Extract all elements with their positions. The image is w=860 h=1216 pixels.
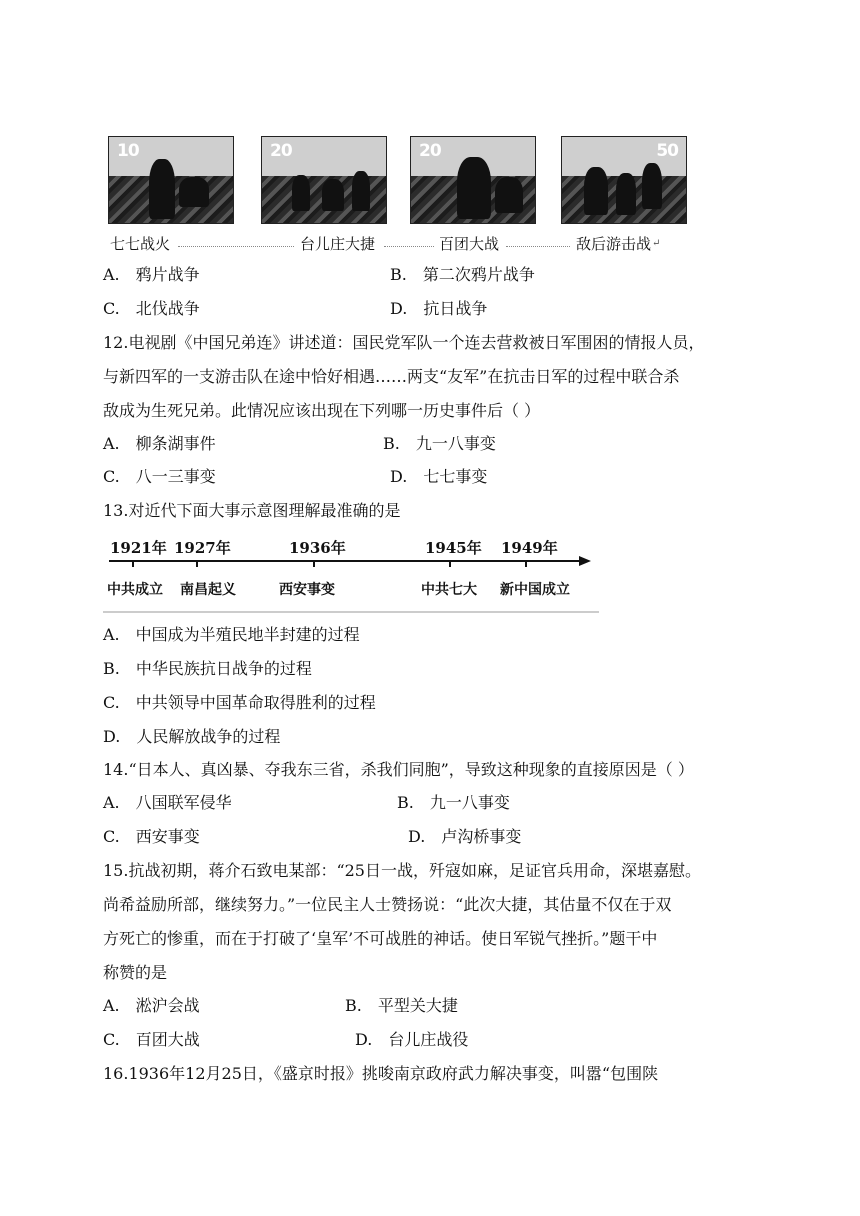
timeline-year: 1945年 [425,539,482,557]
q12-stem-line2: 与新四军的一支游击队在途中恰好相遇……两支“友军”在抗击日军的过程中联合杀 [103,367,680,386]
q15-stem-line4: 称赞的是 [103,963,168,982]
stamp-image-4 [561,136,687,224]
q11-option-a: A. 鸦片战争 [103,265,200,284]
q15-option-a: A. 淞沪会战 [103,996,200,1015]
stamp-caption-2: 台儿庄大捷 [300,235,376,253]
q12-option-d: D. 七七事变 [390,467,488,486]
paragraph-mark-icon: ↵ [652,238,661,249]
q15-stem-line3: 方死亡的惨重，而在于打破了‘皇军’不可战胜的神话。使日军锐气挫折。”题干中 [103,929,658,948]
timeline-diagram [103,531,599,613]
timeline-event: 西安事变 [279,582,335,598]
q11-option-c: C. 北伐战争 [103,299,200,318]
q15-option-b: B. 平型关大捷 [345,996,458,1015]
q11-option-b: B. 第二次鸦片战争 [390,265,535,284]
timeline-event: 中共七大 [421,582,477,598]
stamp-value: 20 [419,141,441,161]
stamp-image-2 [261,136,387,224]
q13-option-c: C. 中共领导中国革命取得胜利的过程 [103,693,376,712]
dotted-leader [506,246,570,247]
timeline-event: 南昌起义 [180,582,236,598]
timeline-year: 1949年 [501,539,558,557]
q12-option-b: B. 九一八事变 [383,434,496,453]
stamp-caption-3: 百团大战 [439,235,500,253]
stamp-caption-4: 敌后游击战 [576,235,652,253]
q12-option-a: A. 柳条湖事件 [103,434,216,453]
q14-option-a: A. 八国联军侵华 [103,793,232,812]
stamp-value: 10 [117,141,139,161]
q16-stem-line1: 16.1936年12月25日，《盛京时报》挑唆南京政府武力解决事变，叫嚣“包围陕 [103,1064,659,1083]
stamp-caption-1: 七七战火 [110,235,171,253]
q13-stem: 13.对近代下面大事示意图理解最准确的是 [103,501,401,520]
q14-option-c: C. 西安事变 [103,827,200,846]
q15-option-d: D. 台儿庄战役 [355,1030,469,1049]
q13-option-a: A. 中国成为半殖民地半封建的过程 [103,625,360,644]
timeline-year: 1921年 [110,539,167,557]
q12-stem-line1: 12.电视剧《中国兄弟连》讲述道：国民党军队一个连去营救被日军围困的情报人员， [103,333,705,352]
q13-option-b: B. 中华民族抗日战争的过程 [103,659,312,678]
q14-option-b: B. 九一八事变 [397,793,510,812]
timeline-year: 1927年 [174,539,231,557]
q11-option-d: D. 抗日战争 [390,299,488,318]
q14-option-d: D. 卢沟桥事变 [408,827,522,846]
dotted-leader [178,246,294,247]
timeline-event: 中共成立 [107,582,163,598]
stamp-value: 50 [656,141,678,161]
stamp-image-3 [410,136,536,224]
dotted-leader [384,246,434,247]
q15-stem-line1: 15.抗战初期，蒋介石致电某部：“25日一战，歼寇如麻，足证官兵用命，深堪嘉慰。 [103,861,701,880]
q15-stem-line2: 尚希益励所部，继续努力。”一位民主人士赞扬说：“此次大捷，其估量不仅在于双 [103,895,672,914]
q12-stem-line3: 敌成为生死兄弟。此情况应该出现在下列哪一历史事件后（ ） [103,401,541,420]
timeline-event: 新中国成立 [500,582,570,598]
stamp-image-1 [108,136,234,224]
q14-stem: 14.“日本人、真凶暴、夺我东三省，杀我们同胞”，导致这种现象的直接原因是（ ） [103,760,694,779]
q12-option-c: C. 八一三事变 [103,467,216,486]
stamp-value: 20 [270,141,292,161]
q15-option-c: C. 百团大战 [103,1030,200,1049]
q13-option-d: D. 人民解放战争的过程 [103,727,281,746]
timeline-year: 1936年 [289,539,346,557]
